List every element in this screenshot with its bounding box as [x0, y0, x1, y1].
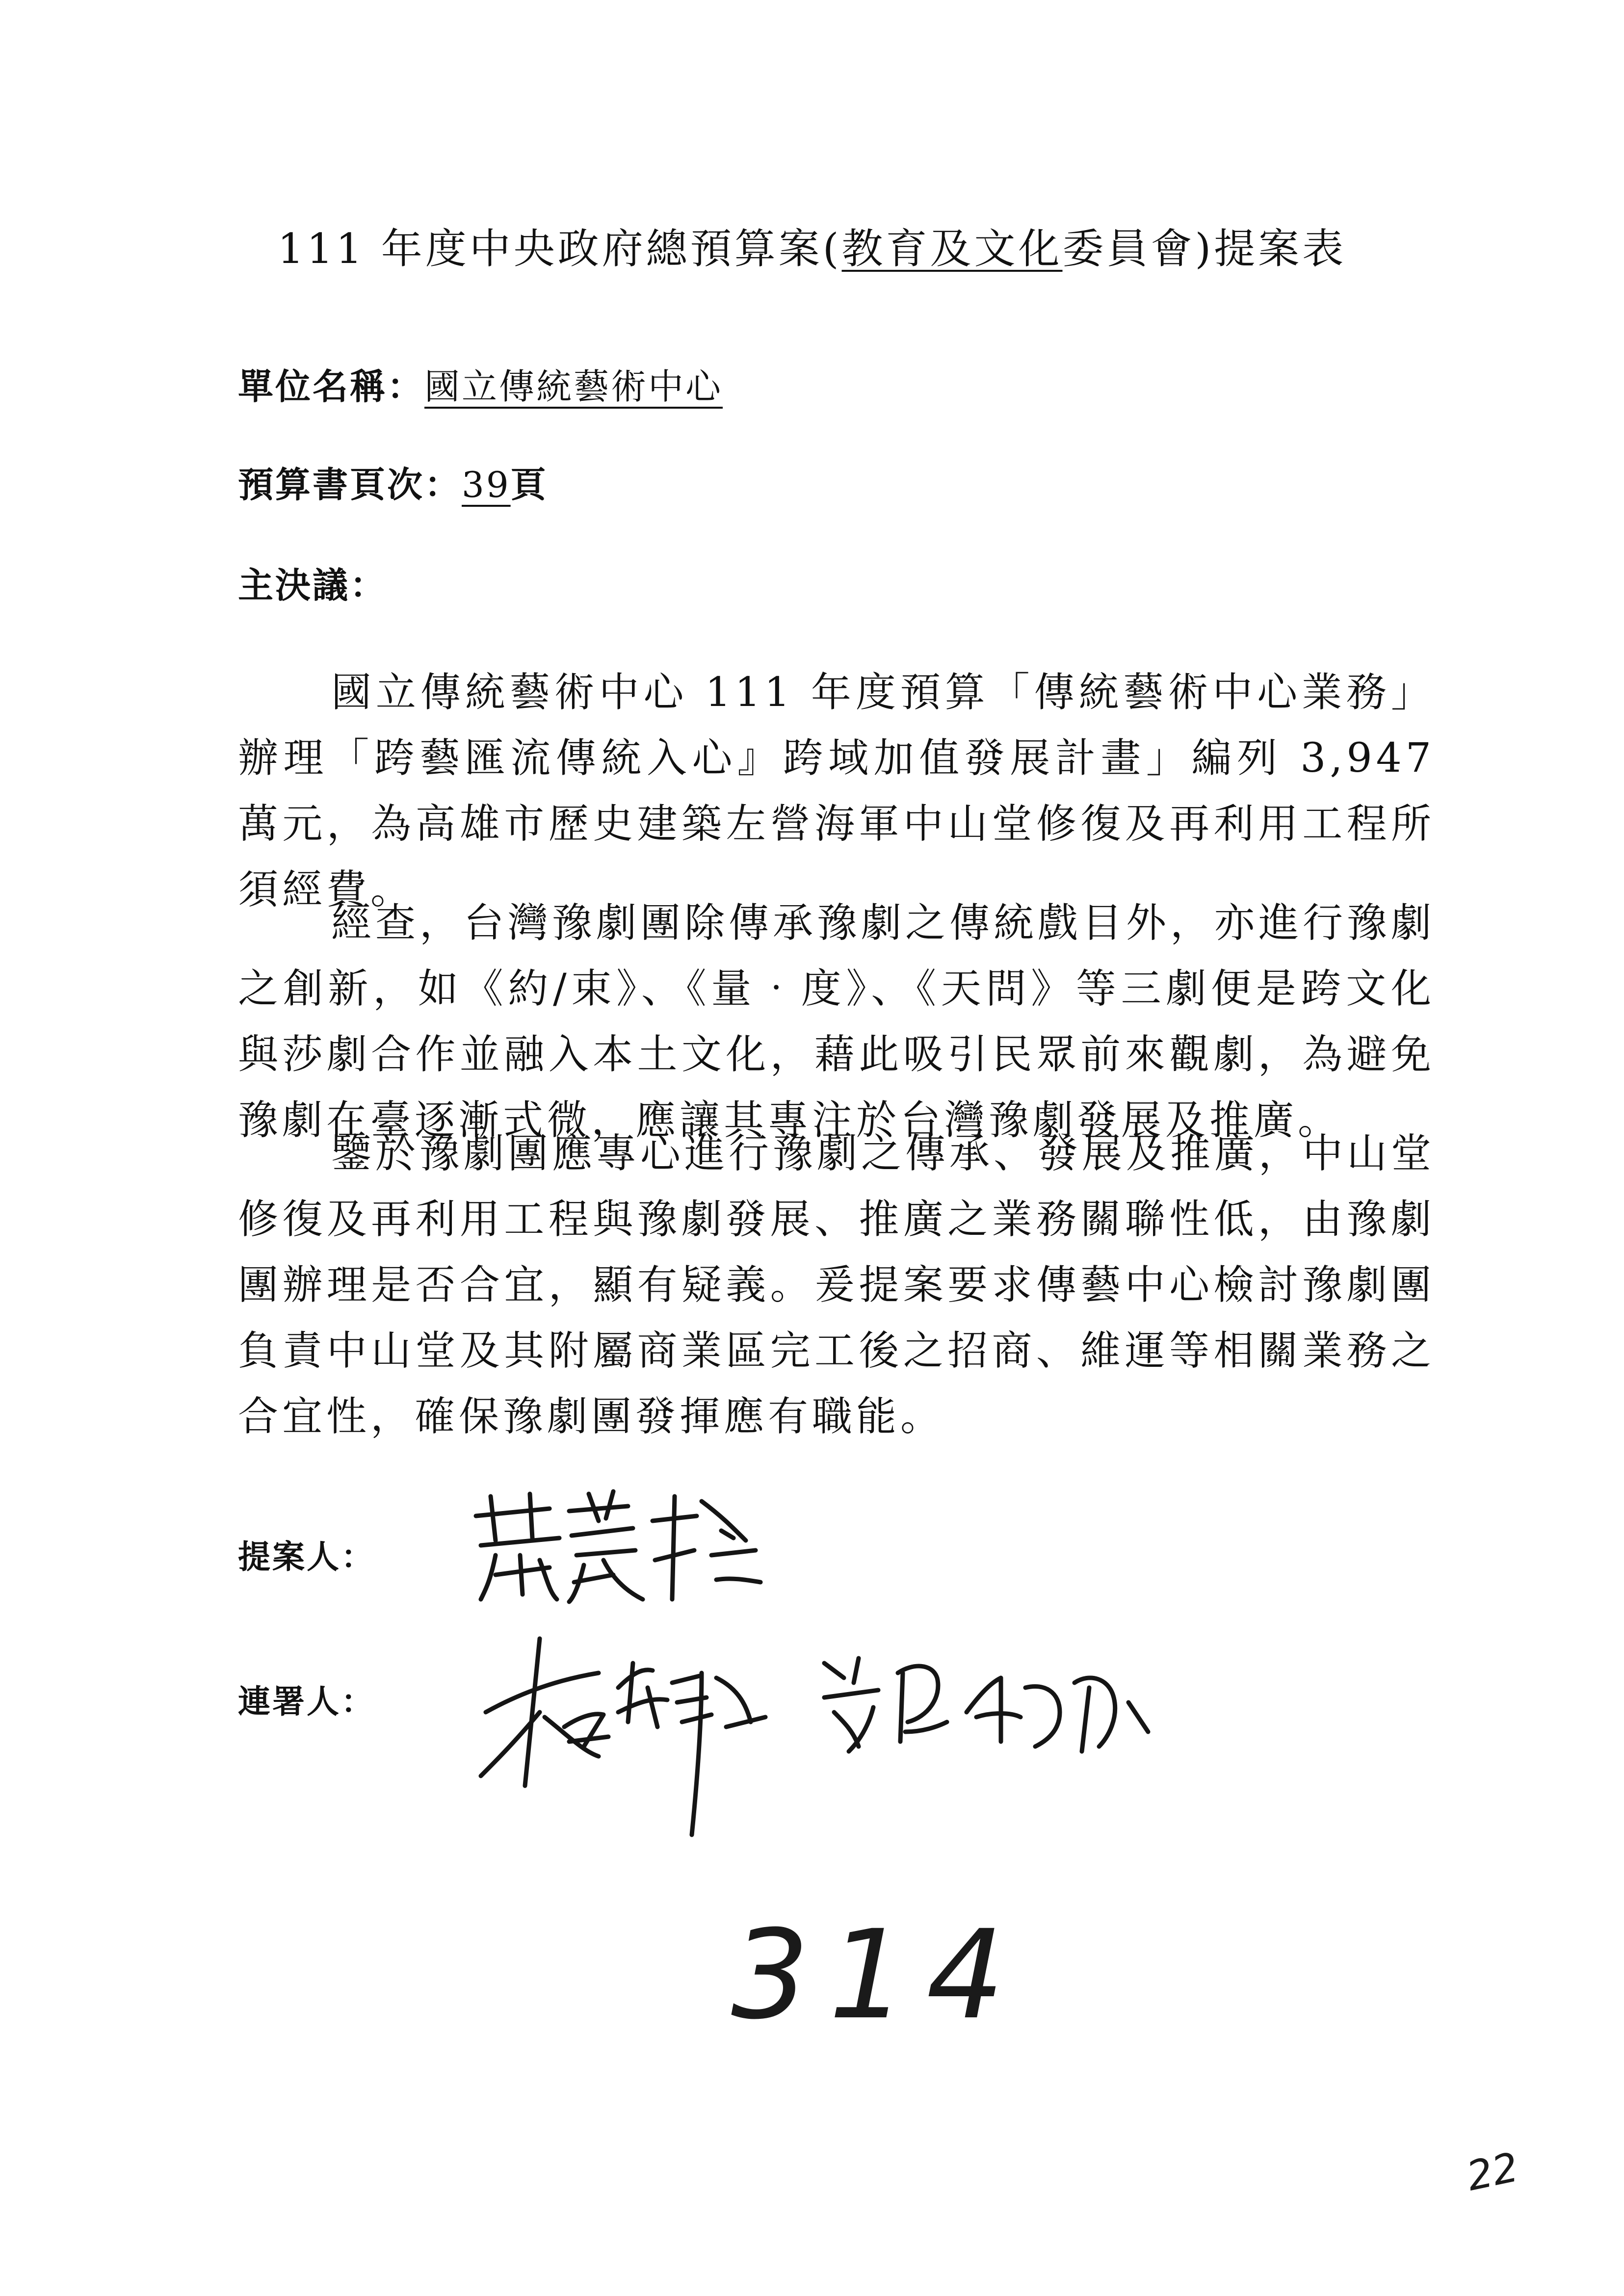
- title-prefix: 111 年度中央政府總預算案(: [277, 225, 842, 273]
- handwritten-page-number: 314: [731, 1904, 1024, 2046]
- budget-page-unit: 頁: [510, 464, 548, 505]
- budget-page-label: 預算書頁次：: [238, 464, 462, 505]
- unit-label: 單位名稱：: [238, 365, 425, 407]
- unit-field: [238, 358, 723, 409]
- title-suffix: 委員會)提案表: [1062, 225, 1347, 273]
- budget-page-value: 39: [462, 464, 511, 505]
- corner-note: 22: [1463, 2144, 1523, 2200]
- proposer-signature: [466, 1482, 770, 1609]
- cosigner-signature-2: [814, 1644, 1158, 1771]
- cosigner-signature-1: [471, 1629, 805, 1854]
- resolution-label: 主決議：: [238, 564, 388, 606]
- unit-value: 國立傳統藝術中心: [424, 366, 723, 407]
- document-title: [0, 216, 1624, 275]
- cosigner-label: 連署人：: [238, 1682, 375, 1721]
- proposer-label: 提案人：: [238, 1538, 375, 1576]
- budget-page-field: [238, 456, 548, 507]
- body-paragraph-2: 經查，台灣豫劇團除傳承豫劇之傳統戲目外，亦進行豫劇之創新，如《約/束》、《量‧度》、《天問》等三劇便是跨文化與莎劇合作並融入本土文化，藉此吸引民眾前來觀劇，為避免豫劇在臺逐漸式微，應讓其專注於台灣豫劇發展及推廣。: [238, 900, 1436, 1144]
- body-paragraph-1: 國立傳統藝術中心 111 年度預算「傳統藝術中心業務」辦理「跨藝匯流傳統入心』跨域加值發展計畫」編列 3,947 萬元，為高雄市歷史建築左營海軍中山堂修復及再利用工程所須經費。: [238, 669, 1435, 913]
- body-paragraph-3: 鑒於豫劇團應專心進行豫劇之傳承、發展及推廣，中山堂修復及再利用工程與豫劇發展、推廣之業務關聯性低，由豫劇團辦理是否合宜，顯有疑義。爰提案要求傳藝中心檢討豫劇團負責中山堂及其附屬商業區完工後之招商、維運等相關業務之合宜性，確保豫劇團發揮應有職能。: [238, 1130, 1436, 1440]
- committee-name: 教育及文化: [841, 225, 1063, 273]
